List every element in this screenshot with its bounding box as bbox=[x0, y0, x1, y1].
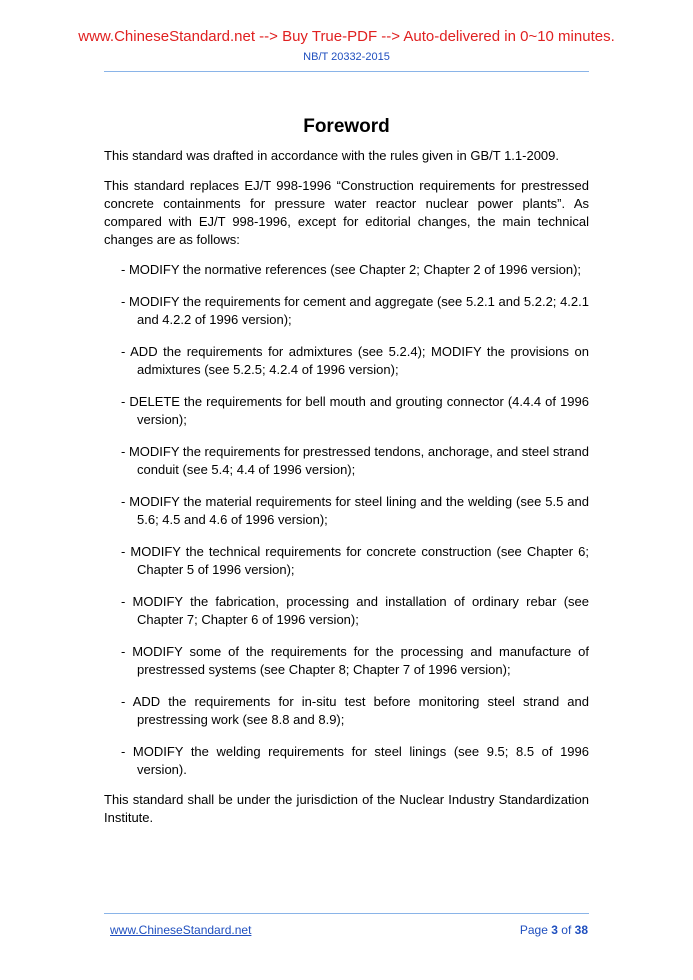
page-number bbox=[520, 922, 588, 938]
document-body bbox=[104, 147, 589, 827]
list-item: - MODIFY the welding requirements for steel linings (see 9.5; 8.5 of 1996 version). bbox=[121, 744, 589, 777]
page-title: Foreword bbox=[303, 115, 390, 137]
promo-banner: www.ChineseStandard.net --> Buy True-PDF --> Auto-delivered in 0~10 minutes. bbox=[78, 28, 615, 45]
list-item: - DELETE the requirements for bell mouth and grouting connector (4.4.4 of 1996 version); bbox=[121, 394, 589, 427]
list-item: - MODIFY the normative references (see Chapter 2; Chapter 2 of 1996 version); bbox=[121, 262, 582, 277]
page-current: 3 bbox=[551, 923, 558, 937]
list-item: - ADD the requirements for admixtures (see 5.2.4); MODIFY the provisions on admixtures (see 5.2.5; 4.2.4 of 1996 version); bbox=[121, 344, 589, 377]
intro-paragraph: This standard was drafted in accordance with the rules given in GB/T 1.1-2009. bbox=[104, 148, 560, 163]
footer-website-link[interactable]: www.ChineseStandard.net bbox=[110, 923, 252, 937]
list-item: - MODIFY the technical requirements for concrete construction (see Chapter 6; Chapter 5 of 1996 version); bbox=[121, 544, 589, 577]
list-item: - ADD the requirements for in-situ test before monitoring steel strand and prestressing work (see 8.8 and 8.9); bbox=[121, 694, 589, 727]
standard-code: NB/T 20332-2015 bbox=[303, 51, 390, 63]
closing-paragraph: This standard shall be under the jurisdiction of the Nuclear Industry Standardization Institute. bbox=[104, 792, 589, 825]
list-item: - MODIFY some of the requirements for the processing and manufacture of prestressed systems (see Chapter 8; Chapter 7 of 1996 version); bbox=[121, 644, 589, 677]
page-prefix: Page bbox=[519, 923, 548, 937]
list-item: - MODIFY the material requirements for steel lining and the welding (see 5.5 and 5.6; 4.5 and 4.6 of 1996 version); bbox=[121, 494, 589, 527]
footer-divider bbox=[104, 913, 589, 914]
list-item: - MODIFY the requirements for cement and aggregate (see 5.2.1 and 5.2.2; 4.2.1 and 4.2.2 of 1996 version); bbox=[121, 294, 589, 327]
list-item: - MODIFY the requirements for prestressed tendons, anchorage, and steel strand conduit (see 5.4; 4.4 of 1996 version); bbox=[121, 444, 589, 477]
page-total: 38 bbox=[574, 923, 588, 937]
list-item: - MODIFY the fabrication, processing and installation of ordinary rebar (see Chapter 7; Chapter 6 of 1996 version); bbox=[121, 594, 589, 627]
intro-paragraph: This standard replaces EJ/T 998-1996 “Construction requirements for prestressed concrete containments for pressure water reactor nuclear power plants”. As compared with EJ/T 998-1996, except for editorial changes, the main technical changes are as follows: bbox=[104, 178, 589, 247]
page-of: of bbox=[561, 923, 572, 937]
changes-list bbox=[104, 261, 589, 779]
header-divider bbox=[104, 71, 589, 72]
